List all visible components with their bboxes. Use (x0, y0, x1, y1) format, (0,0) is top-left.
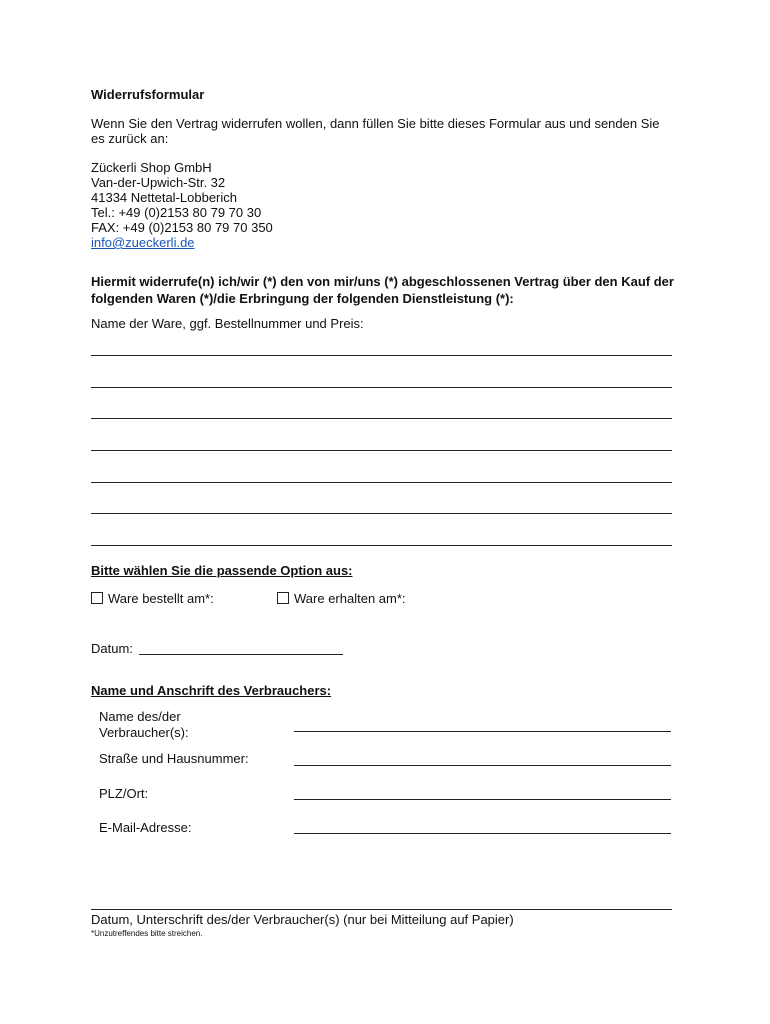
footnote: *Unzutreffendes bitte streichen. (91, 929, 203, 938)
consumer-plz-ort-field[interactable] (294, 799, 671, 800)
company-address (91, 160, 273, 250)
option-received-label: Ware erhalten am*: (294, 591, 406, 606)
consumer-name-field[interactable] (294, 731, 671, 732)
consumer-heading: Name und Anschrift des Verbrauchers: (91, 683, 332, 698)
product-entry-line[interactable] (91, 545, 672, 546)
product-details-label: Name der Ware, ggf. Bestellnummer und Preis: (91, 316, 364, 331)
consumer-name-label (99, 709, 189, 741)
company-city: 41334 Nettetal-Lobberich (91, 190, 237, 205)
company-street: Van-der-Upwich-Str. 32 (91, 175, 226, 190)
date-entry-line[interactable] (139, 654, 343, 655)
withdrawal-form-page (91, 0, 681, 1024)
product-entry-line[interactable] (91, 355, 672, 356)
company-name: Zückerli Shop GmbH (91, 160, 212, 175)
consumer-email-field[interactable] (294, 833, 671, 834)
consumer-name-label-line1: Name des/der (99, 709, 181, 724)
option-heading: Bitte wählen Sie die passende Option aus: (91, 563, 353, 578)
consumer-name-label-line2: Verbraucher(s): (99, 725, 189, 740)
product-entry-line[interactable] (91, 450, 672, 451)
option-received[interactable] (277, 591, 406, 606)
product-entry-line[interactable] (91, 387, 672, 388)
date-label: Datum: (91, 641, 133, 656)
consumer-street-label: Straße und Hausnummer: (99, 751, 249, 766)
company-phone: Tel.: +49 (0)2153 80 79 70 30 (91, 205, 262, 220)
option-ordered[interactable] (91, 591, 214, 606)
product-entry-line[interactable] (91, 482, 672, 483)
form-title: Widerrufsformular (91, 87, 205, 102)
signature-line[interactable] (91, 909, 672, 910)
consumer-email-label: E-Mail-Adresse: (99, 820, 192, 835)
signature-label: Datum, Unterschrift des/der Verbraucher(s) (nur bei Mitteilung auf Papier) (91, 912, 514, 927)
product-entry-line[interactable] (91, 418, 672, 419)
withdrawal-declaration: Hiermit widerrufe(n) ich/wir (*) den von mir/uns (*) abgeschlossenen Vertrag über den Kauf der folgenden Waren (*)/die Erbringung der folgenden Dienstleistung (*): (91, 274, 674, 306)
consumer-plz-ort-label: PLZ/Ort: (99, 786, 149, 801)
intro-text: Wenn Sie den Vertrag widerrufen wollen, dann füllen Sie bitte dieses Formular aus und senden Sie es zurück an: (91, 116, 660, 146)
company-fax: FAX: +49 (0)2153 80 79 70 350 (91, 220, 273, 235)
option-ordered-label: Ware bestellt am*: (108, 591, 214, 606)
ordered-checkbox[interactable] (91, 592, 103, 604)
company-email-link[interactable]: info@zueckerli.de (91, 235, 195, 250)
product-entry-line[interactable] (91, 513, 672, 514)
consumer-street-field[interactable] (294, 765, 671, 766)
received-checkbox[interactable] (277, 592, 289, 604)
